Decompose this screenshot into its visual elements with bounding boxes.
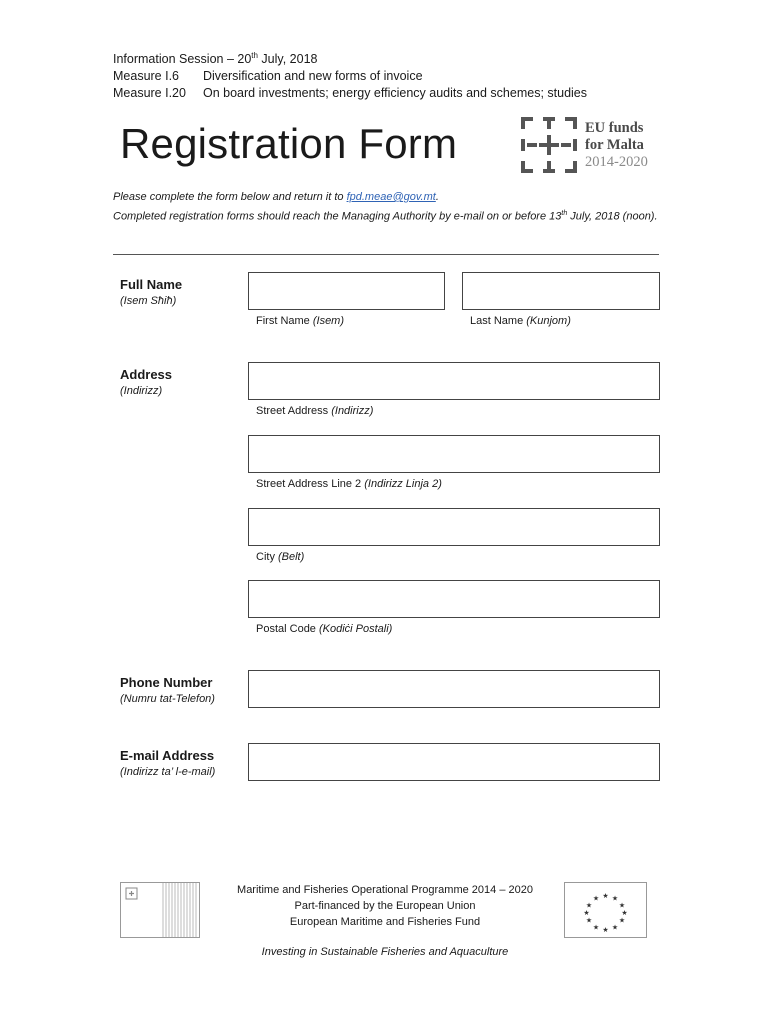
- svg-text:★: ★: [602, 926, 609, 934]
- svg-text:★: ★: [583, 909, 590, 917]
- postal-code-caption: Postal Code (Kodiċi Postali): [256, 623, 393, 635]
- street-address-field[interactable]: [248, 362, 660, 400]
- measure-row: [113, 68, 587, 85]
- footer-text: Maritime and Fisheries Operational Programme 2014 – 2020 Part-financed by the European Union European Maritime and Fisheries Fund: [237, 884, 533, 928]
- tagline: Investing in Sustainable Fisheries and Aquaculture: [261, 946, 509, 958]
- divider: [113, 254, 659, 255]
- svg-text:★: ★: [592, 894, 600, 903]
- first-name-caption: First Name (Isem): [256, 315, 345, 327]
- svg-text:★: ★: [618, 916, 626, 925]
- full-name-label: Full Name (Isem Sħiħ): [120, 277, 183, 307]
- session-line: Information Session – 20th July, 2018: [113, 51, 318, 67]
- first-name-field[interactable]: [248, 272, 445, 310]
- last-name-field[interactable]: [462, 272, 660, 310]
- city-caption: City (Belt): [256, 551, 305, 563]
- measure-label: Measure I.20: [113, 86, 186, 101]
- street-address-line2-caption: Street Address Line 2 (Indirizz Linja 2): [256, 478, 442, 490]
- svg-text:★: ★: [592, 923, 600, 932]
- measure-label: Measure I.6: [113, 69, 180, 84]
- phone-number-label: Phone Number (Numru tat-Telefon): [120, 675, 215, 705]
- svg-text:★: ★: [585, 901, 593, 910]
- intro-text: Please complete the form below and return it to fpd.meae@gov.mt. Completed registration forms should reach the Managing Authority by e-mail on or before 13th July, 2018 (noon).: [113, 191, 658, 223]
- svg-text:★: ★: [611, 923, 619, 932]
- city-field[interactable]: [248, 508, 660, 546]
- malta-flag-icon: [120, 882, 200, 938]
- address-label: Address (Indirizz): [120, 367, 173, 397]
- eu-funds-logo: [521, 117, 648, 173]
- session-header: [113, 47, 587, 102]
- svg-text:★: ★: [621, 909, 628, 917]
- postal-code-field[interactable]: [248, 580, 660, 618]
- svg-text:★: ★: [585, 916, 593, 925]
- eu-funds-cross-icon: [521, 117, 577, 173]
- svg-text:★: ★: [611, 894, 619, 903]
- svg-text:★: ★: [618, 901, 626, 910]
- street-address-line2-field[interactable]: [248, 435, 660, 473]
- phone-number-field[interactable]: [248, 670, 660, 708]
- svg-text:★: ★: [602, 892, 609, 900]
- email-link[interactable]: fpd.meae@gov.mt: [346, 191, 436, 203]
- eu-flag-icon: [564, 882, 647, 938]
- page-title: Registration Form: [120, 120, 458, 167]
- last-name-caption: Last Name (Kunjom): [470, 315, 571, 327]
- measure-text: Diversification and new forms of invoice: [203, 69, 423, 84]
- logo-text: EU funds for Malta 2014-2020: [585, 119, 648, 170]
- measure-text: On board investments; energy efficiency audits and schemes; studies: [203, 86, 588, 101]
- email-address-field[interactable]: [248, 743, 660, 781]
- email-address-label: E-mail Address (Indirizz ta’ l-e-mail): [120, 748, 216, 778]
- street-address-caption: Street Address (Indirizz): [256, 405, 374, 417]
- measure-row: [113, 85, 587, 102]
